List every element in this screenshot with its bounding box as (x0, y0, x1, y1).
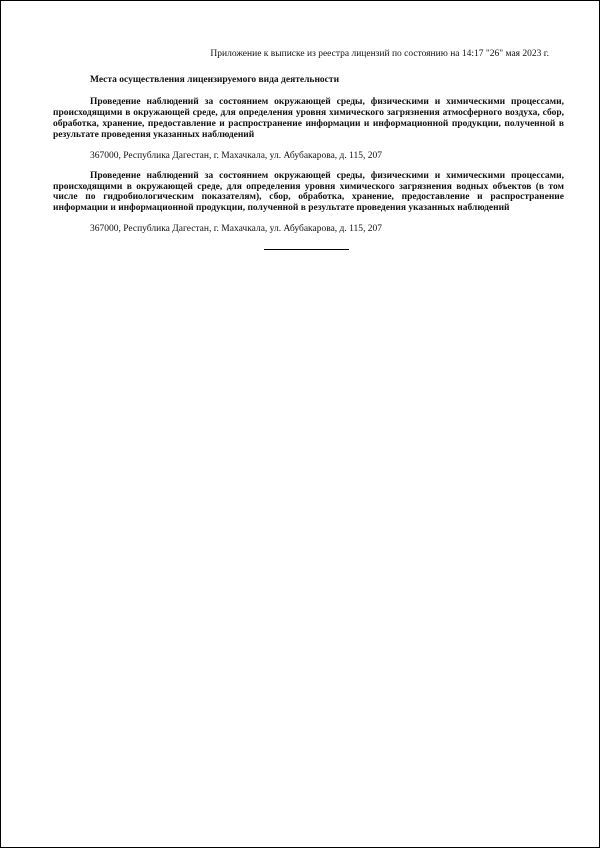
activity-address: 367000, Республика Дагестан, г. Махачкала, ул. Абубакарова, д. 115, 207 (90, 150, 383, 161)
activity-address: 367000, Республика Дагестан, г. Махачкала, ул. Абубакарова, д. 115, 207 (90, 224, 383, 235)
activity-entry (53, 171, 564, 236)
section-title: Места осуществления лицензируемого вида деятельности (90, 75, 340, 85)
end-divider (264, 249, 349, 250)
activity-entry (53, 97, 564, 162)
activity-description: Проведение наблюдений за состоянием окружающей среды, физическими и химическими процессами, происходящими в окружающей среде, для определения уровня химического загрязнения водных объектов (в том числе по гидробиологическим показателям), сбор, обработка, хранение, предоставление и распространение информации и информационной продукции, полученной в результате проведения указанных наблюдений (53, 170, 564, 214)
activity-description: Проведение наблюдений за состоянием окружающей среды, физическими и химическими процессами, происходящими в окружающей среде, для определения уровня химического загрязнения атмосферного воздуха, сбор, обработка, хранение, предоставление и распространение информации и информационной продукции, полученной в результате проведения указанных наблюдений (53, 97, 564, 140)
activity-list (53, 97, 564, 235)
appendix-header: Приложение к выписке из реестра лицензий по состоянию на 14:17 "26" мая 2023 г. (210, 49, 549, 59)
